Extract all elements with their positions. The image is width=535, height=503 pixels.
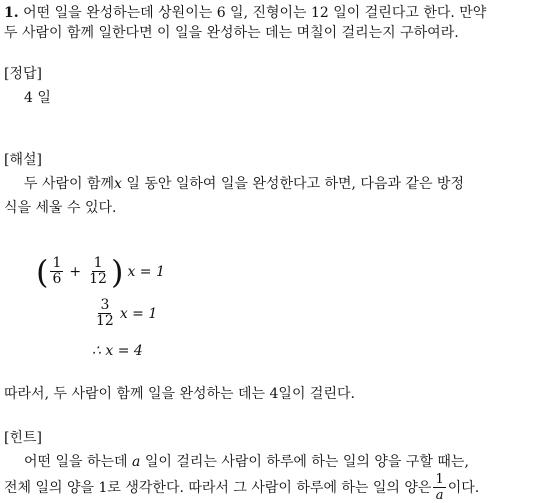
solution-line-2: 식을 세울 수 있다. (4, 200, 117, 216)
problem-line-1 (4, 3, 486, 23)
fraction-1-a (433, 472, 445, 503)
hint-line-1 (24, 452, 469, 472)
variable-x: x (114, 176, 122, 192)
equation-2-rhs: x = 1 (119, 305, 158, 322)
hint-heading: [힌트] (4, 430, 42, 446)
fraction-numerator: 1 (93, 255, 103, 271)
equation-1 (36, 252, 165, 291)
hint-text-d: 이다. (447, 479, 480, 496)
fraction-1-12 (87, 256, 109, 287)
equation-2 (92, 298, 157, 329)
hint-text-c: 전체 일의 양을 1로 생각한다. 따라서 그 사람이 하루에 하는 일의 양은 (4, 479, 432, 496)
answer-heading: [정답] (4, 66, 42, 82)
problem-number: 1. (4, 5, 19, 21)
fraction-numerator: 1 (52, 255, 62, 271)
fraction-denominator: a (435, 488, 444, 503)
fraction-numerator: 3 (100, 297, 110, 313)
equation-3: ∴ x = 4 (92, 343, 143, 359)
solution-text-b: 일 동안 일하여 일을 완성한다고 하면, 다음과 같은 방정 (121, 176, 464, 192)
equation-1-rhs: x = 1 (127, 263, 165, 280)
plus-sign: + (69, 263, 82, 280)
fraction-1-6 (50, 256, 63, 287)
left-paren: ( (36, 252, 49, 291)
solution-conclusion: 따라서, 두 사람이 함께 일을 완성하는 데는 4일이 걸린다. (4, 386, 355, 402)
fraction-denominator: 6 (52, 271, 62, 287)
solution-heading: [해설] (4, 152, 42, 168)
right-paren: ) (110, 252, 124, 291)
problem-text-1: 어떤 일을 완성하는데 상원이는 6 일, 진형이는 12 일이 걸린다고 한다. 만약 (23, 5, 487, 21)
problem-text-2: 두 사람이 함께 일한다면 이 일을 완성하는 데는 며칠이 걸리는지 구하여라. (4, 25, 459, 41)
solution-text-a: 두 사람이 함께 (24, 176, 115, 192)
solution-line-1 (24, 174, 464, 194)
fraction-3-12 (94, 298, 116, 329)
fraction-denominator: 12 (89, 271, 107, 287)
hint-text-a: 어떤 일을 하는데 (24, 454, 128, 470)
answer-value: 4 일 (24, 90, 51, 106)
variable-a: a (132, 454, 141, 470)
hint-text-b: 일이 걸리는 사람이 하루에 하는 일의 양을 구할 때는, (140, 454, 469, 470)
fraction-numerator: 1 (435, 472, 444, 487)
fraction-denominator: 12 (96, 313, 114, 329)
hint-line-2 (4, 472, 479, 503)
